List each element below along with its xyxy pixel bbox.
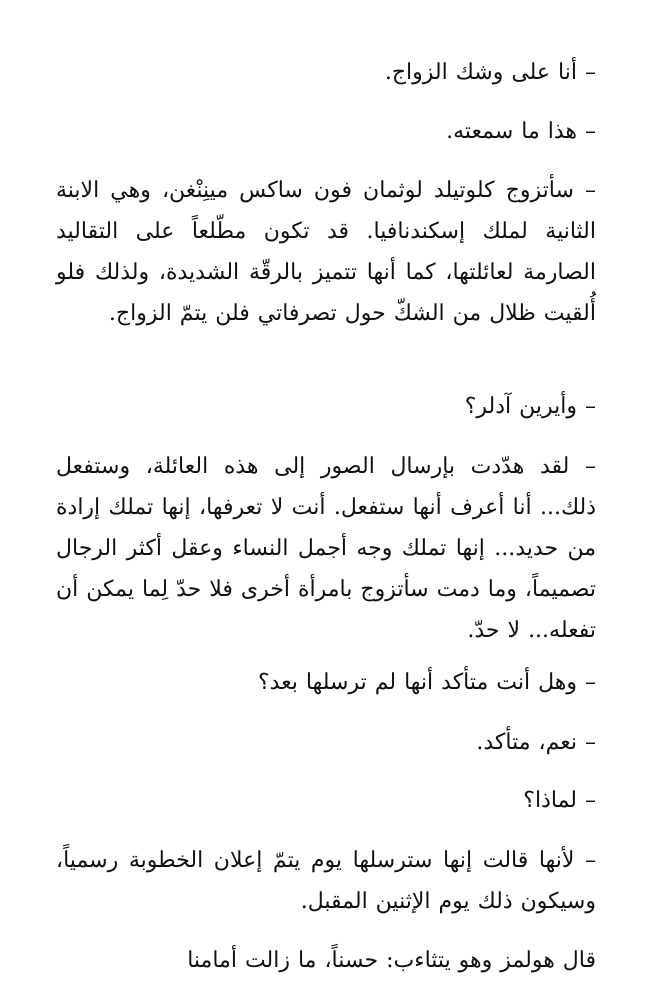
dialogue-line-2: – هذا ما سمعته.	[446, 119, 596, 144]
dialogue-paragraph-5: – لقد هدّدت بإرسال الصور إلى هذه العائلة، وستفعل ذلك... أنا أعرف أنها ستفعل. أنت لا تعرفها، إنها تملك إرادة من حديد... إنها تملك وجه أجمل النساء وعقل أكثر الرجال تصميماً، وما دمت سأتزوج بامرأة أخرى فلا حدّ لِما يمكن أن تفعله... لا حدّ.	[56, 454, 596, 643]
dialogue-line-1: – أنا على وشك الزواج.	[384, 60, 596, 85]
dialogue-paragraph-3: – سأتزوج كلوتيلد لوثمان فون ساكس مينِنْغن، وهي الابنة الثانية لملك إسكندنافيا. قد تكون مطّلعاً على التقاليد الصارمة لعائلتها، كما أنها تتميز بالرقّة الشديدة، ولذلك فلو أُلقيت ظلال من الشكّ حول تصرفاتي فلن يتمّ الزواج.	[56, 178, 596, 326]
dialogue-line-7: – نعم، متأكد.	[476, 730, 596, 755]
dialogue-line-8: – لماذا؟	[523, 788, 596, 813]
dialogue-line-4: – وأيرين آدلر؟	[464, 394, 596, 419]
dialogue-paragraph-9: – لأنها قالت إنها سترسلها يوم يتمّ إعلان الخطوبة رسمياً، وسيكون ذلك يوم الإثنين المقبل.	[56, 848, 596, 914]
dialogue-line-6: – وهل أنت متأكد أنها لم ترسلها بعد؟	[257, 670, 596, 695]
narration-line-10: قال هولمز وهو يتثاءب: حسناً، ما زالت أمامنا	[187, 948, 596, 973]
